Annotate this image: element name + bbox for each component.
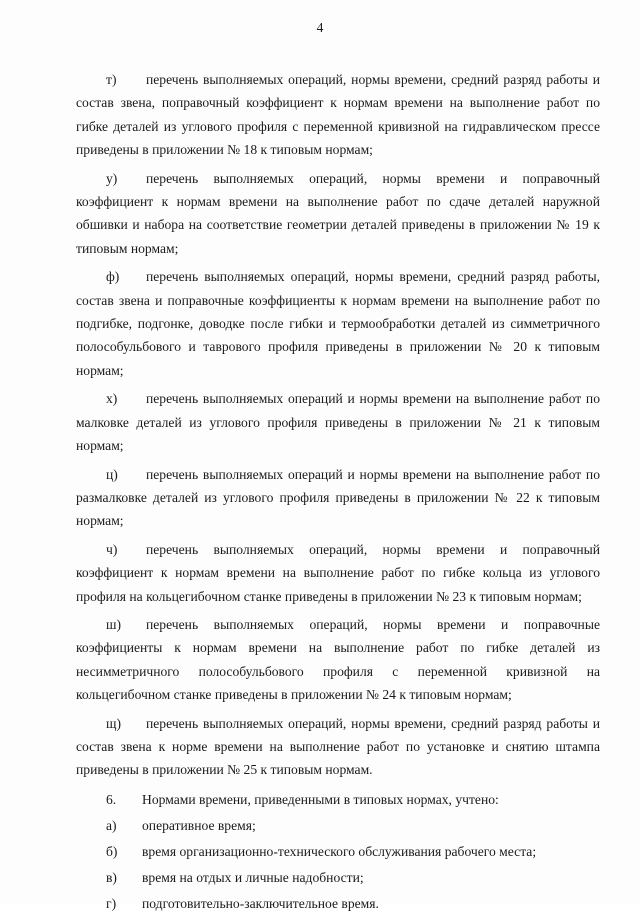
list-marker: ц): [106, 466, 118, 482]
paragraph-ch: [76, 538, 600, 608]
list-marker: а): [106, 817, 117, 833]
list-item-g: [76, 891, 600, 917]
paragraph-text: перечень выполняемых операций, нормы времени и поправочный коэффициент к нормам времени на выполнение работ по сдаче деталей наружной обшивки и набора на соответствие геометрии деталей приведены в приложении № 19 к типовым нормам;: [76, 170, 600, 256]
list-marker: ч): [106, 541, 118, 557]
paragraph-text: перечень выполняемых операций, нормы времени, средний разряд работы и состав звена, поправочный коэффициент к нормам времени на выполнение работ по гибке деталей из углового профиля с переменной кривизной на гидравлическом прессе приведены в приложении № 18 к типовым нормам;: [76, 72, 600, 158]
list-item-v: [76, 865, 600, 891]
paragraph-text: перечень выполняемых операций, нормы времени, средний разряд работы, состав звена и поправочные коэффициенты к нормам времени на выполнение работ по подгибке, подгонке, доводке после гибки и термообработки деталей из симметричного полособульбового и таврового профиля приведены в приложении № 20 к типовым нормам;: [76, 269, 600, 378]
paragraph-text: перечень выполняемых операций и нормы времени на выполнение работ по малковке деталей из углового профиля приведены в приложении № 21 к типовым нормам;: [76, 391, 600, 454]
paragraph-text: перечень выполняемых операций, нормы времени и поправочный коэффициент к нормам времени на выполнение работ по гибке кольца из углового профиля на кольцегибочном станке приведены в приложении № 23 к типовым нормам;: [76, 541, 600, 604]
section-6-heading: [76, 787, 600, 813]
paragraph-ts: [76, 463, 600, 533]
paragraph-f: [76, 265, 600, 382]
list-item-text: оперативное время;: [142, 817, 256, 833]
list-marker: ш): [106, 616, 121, 632]
document-body: [76, 68, 600, 917]
list-marker: б): [106, 843, 118, 859]
page-number: 4: [316, 20, 324, 35]
list-item-a: [76, 813, 600, 839]
section-text: Нормами времени, приведенными в типовых нормах, учтено:: [142, 791, 499, 807]
list-item-text: подготовительно-заключительное время.: [142, 895, 379, 911]
list-marker: г): [106, 895, 117, 911]
list-marker: у): [106, 170, 118, 186]
paragraph-kh: [76, 387, 600, 457]
paragraph-text: перечень выполняемых операций, нормы времени, средний разряд работы и состав звена к норме времени на выполнение работ по установке и снятию штампа приведены в приложении № 25 к типовым нормам.: [76, 715, 600, 778]
list-item-text: время организационно-технического обслуживания рабочего места;: [142, 843, 537, 859]
section-number: 6.: [106, 791, 117, 807]
paragraph-text: перечень выполняемых операций и нормы времени на выполнение работ по размалковке деталей из углового профиля приведены в приложении № 22 к типовым нормам;: [76, 466, 600, 529]
list-marker: т): [106, 72, 117, 87]
list-marker: х): [106, 391, 118, 407]
list-marker: щ): [106, 715, 121, 731]
list-item-b: [76, 839, 600, 865]
paragraph-sh: [76, 613, 600, 707]
list-marker: ф): [106, 269, 120, 285]
list-item-text: время на отдых и личные надобности;: [142, 869, 364, 885]
paragraph-u: [76, 167, 600, 261]
list-marker: в): [106, 869, 117, 885]
paragraph-text: перечень выполняемых операций, нормы времени и поправочные коэффициенты к нормам времени на выполнение работ по гибке деталей из несимметричного полособульбового профиля с переменной кривизной на кольцегибочном станке приведены в приложении № 24 к типовым нормам;: [76, 616, 600, 703]
paragraph-shch: [76, 712, 600, 782]
paragraph-t: [76, 68, 600, 162]
